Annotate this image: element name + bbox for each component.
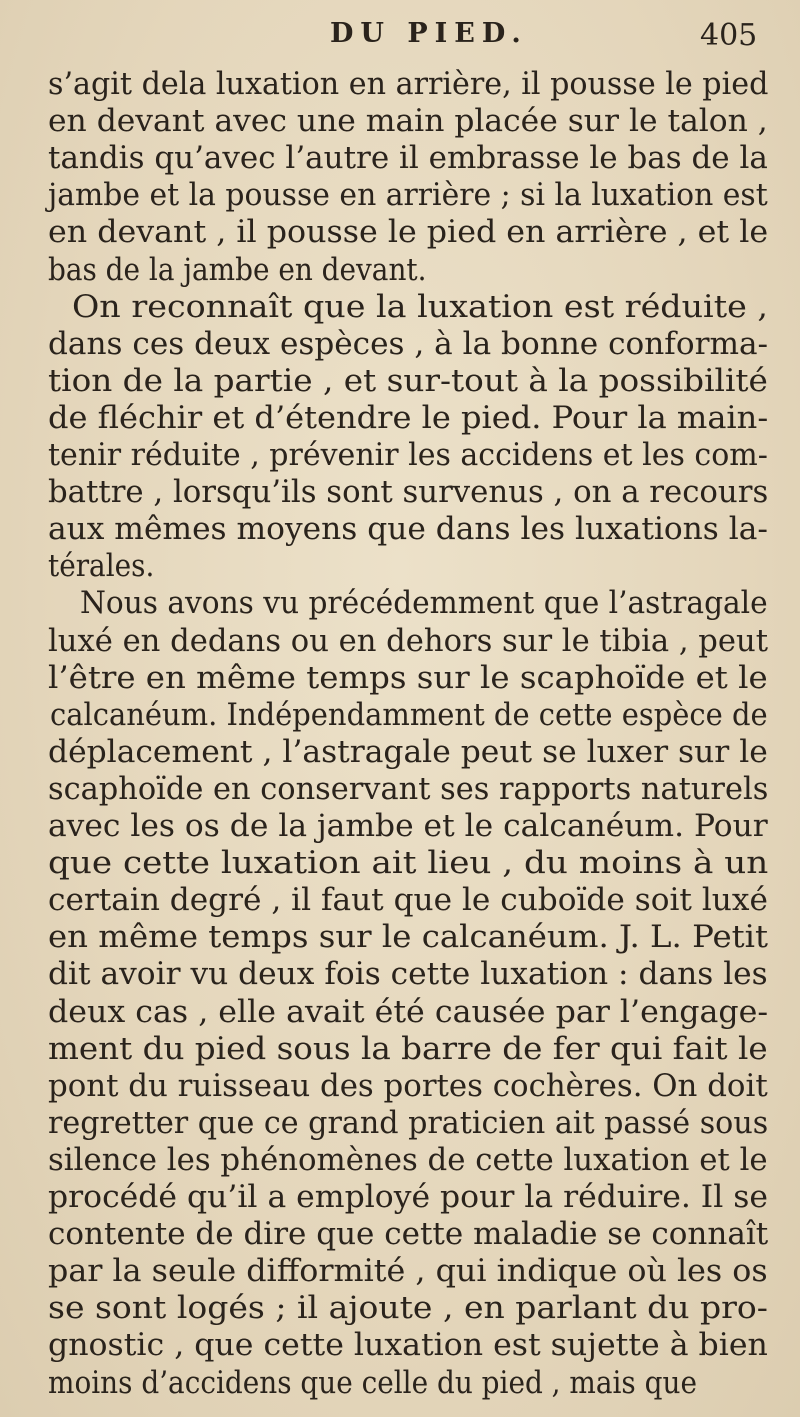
text-line: deux cas , elle avait été causée par l’engage-: [48, 993, 769, 1030]
text-line: en même temps sur le calcanéum. J. L. Petit: [48, 919, 768, 956]
text-line: en devant avec une main placée sur le talon ,: [48, 103, 768, 140]
text-line: silence les phénomènes de cette luxation et le: [48, 1141, 768, 1178]
text-line: tion de la partie , et sur-tout à la possibilité: [48, 362, 768, 399]
text-line: dans ces deux espèces , à la bonne conforma-: [48, 325, 769, 362]
running-head-title: DU PIED.: [330, 18, 528, 49]
text-line: bas de la jambe en devant.: [48, 251, 427, 288]
text-line: Nous avons vu précédemment que l’astragale: [80, 585, 768, 622]
text-line: ment du pied sous la barre de fer qui fait le: [48, 1030, 768, 1067]
text-line: en devant , il pousse le pied en arrière , et le: [48, 214, 769, 251]
text-line: moins d’accidens que celle du pied , mais que: [48, 1364, 697, 1401]
text-line: déplacement , l’astragale peut se luxer sur le: [48, 733, 768, 770]
text-line: dit avoir vu deux fois cette luxation : dans les: [48, 956, 768, 993]
text-line: de fléchir et d’étendre le pied. Pour la main-: [48, 399, 769, 436]
text-line: scaphoïde en conservant ses rapports naturels: [48, 770, 769, 807]
text-line: luxé en dedans ou en dehors sur le tibia , peut: [48, 622, 768, 659]
text-line: calcanéum. Indépendamment de cette espèce de: [50, 696, 768, 733]
text-line: que cette luxation ait lieu , du moins à un: [48, 845, 769, 882]
text-line: pont du ruisseau des portes cochères. On doit: [48, 1067, 768, 1104]
text-line: jambe et la pousse en arrière ; si la luxation est: [48, 177, 768, 214]
text-line: se sont logés ; il ajoute , en parlant du pro-: [48, 1290, 768, 1327]
text-line: regretter que ce grand praticien ait passé sous: [48, 1104, 769, 1141]
text-line: contente de dire que cette maladie se connaît: [48, 1216, 769, 1253]
text-line: avec les os de la jambe et le calcanéum. Pour: [48, 808, 768, 844]
text-line: aux mêmes moyens que dans les luxations la-: [48, 511, 768, 548]
text-line: par la seule difformité , qui indique où les os: [48, 1253, 768, 1290]
text-line: battre , lorsqu’ils sont survenus , on a recours: [48, 474, 769, 511]
text-line: On reconnaît que la luxation est réduite ,: [72, 288, 768, 325]
text-line: tenir réduite , prévenir les accidens et les com-: [48, 437, 768, 473]
page-number: 405: [700, 18, 758, 53]
text-line: tandis qu’avec l’autre il embrasse le bas de la: [48, 140, 768, 177]
text-line: s’agit dela luxation en arrière, il pousse le pied: [48, 66, 769, 102]
text-line: térales.: [48, 548, 155, 585]
text-line: procédé qu’il a employé pour la réduire. Il se: [48, 1179, 769, 1215]
text-line: gnostic , que cette luxation est sujette à bien: [48, 1327, 768, 1364]
text-line: l’être en même temps sur le scaphoïde et le: [48, 659, 768, 696]
text-line: certain degré , il faut que le cuboïde soit luxé: [48, 882, 768, 919]
